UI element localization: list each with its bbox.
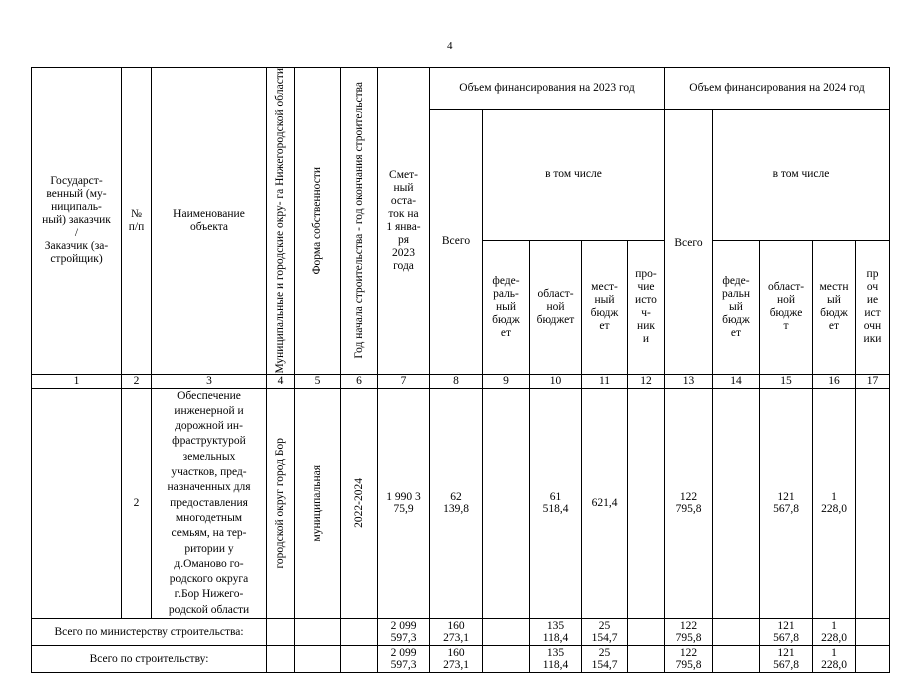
column-number: 7 [378,374,430,388]
construction-regional-2024: 121 567,8 [760,646,813,673]
header-total-2023: Всего [430,110,483,375]
row-object-name: Обеспечение инженерной и дорожной ин- фраструктурой земельных участков, пред- назначенных для предоставления многодетным семьям, на тер- ритории у д.Оманово го- родского округа г.Бор Нижего- родской области [152,388,267,618]
column-number: 11 [582,374,628,388]
investment-table [31,67,890,673]
row-municipality: городской округ город Бор [267,388,295,618]
column-number: 16 [813,374,856,388]
row-total-2023: 62 139,8 [430,388,483,618]
ministry-total-2024: 122 795,8 [665,619,713,646]
header-balance: Смет- ный оста- ток на 1 янва- ря 2023 года [378,68,430,375]
row-ownership: муниципальная [295,388,341,618]
construction-total-2023: 160 273,1 [430,646,483,673]
column-number: 12 [628,374,665,388]
header-federal-2023: феде- раль- ный бюдж ет [483,240,530,374]
column-number: 2 [122,374,152,388]
header-including-2024: в том числе [713,110,890,241]
page-number: 4 [447,40,453,52]
row-other-2024 [856,388,890,618]
row-num: 2 [122,388,152,618]
header-object-name: Наименование объекта [152,68,267,375]
header-funding-2024: Объем финансирования на 2024 год [665,68,890,110]
header-num: № п/п [122,68,152,375]
header-other-2024: пр оч ие ист очн ики [856,240,890,374]
row-balance: 1 990 3 75,9 [378,388,430,618]
column-number: 4 [267,374,295,388]
construction-total-balance: 2 099 597,3 [378,646,430,673]
column-number: 10 [530,374,582,388]
column-number: 1 [32,374,122,388]
column-number: 3 [152,374,267,388]
header-regional-2024: област- ной бюдже т [760,240,813,374]
construction-regional-2023: 135 118,4 [530,646,582,673]
column-number: 8 [430,374,483,388]
column-number: 15 [760,374,813,388]
construction-total-2024: 122 795,8 [665,646,713,673]
row-regional-2023: 61 518,4 [530,388,582,618]
column-number: 13 [665,374,713,388]
ministry-local-2023: 25 154,7 [582,619,628,646]
row-regional-2024: 121 567,8 [760,388,813,618]
row-federal-2024 [713,388,760,618]
construction-total-row [32,646,890,673]
header-customer: Государст- венный (му- ниципаль- ный) заказчик / Заказчик (за- стройщик) [32,68,122,375]
header-ownership: Форма собственности [295,68,341,375]
ministry-regional-2023: 135 118,4 [530,619,582,646]
header-other-2023: про- чие исто ч- ник и [628,240,665,374]
column-number: 17 [856,374,890,388]
header-including-2023: в том числе [483,110,665,241]
header-funding-2023: Объем финансирования на 2023 год [430,68,665,110]
construction-local-2024: 1 228,0 [813,646,856,673]
ministry-total-label: Всего по министерству строительства: [32,619,267,646]
header-municipality: Муниципальные и городские окру- га Нижегородской области [267,68,295,375]
ministry-total-row [32,619,890,646]
header-local-2024: местн ый бюдж ет [813,240,856,374]
row-total-2024: 122 795,8 [665,388,713,618]
column-number-row [32,374,890,388]
row-years: 2022-2024 [341,388,378,618]
header-years: Год начала строительства - год окончания строительства [341,68,378,375]
row-customer [32,388,122,618]
row-local-2023: 621,4 [582,388,628,618]
row-other-2023 [628,388,665,618]
header-total-2024: Всего [665,110,713,375]
row-local-2024: 1 228,0 [813,388,856,618]
column-number: 9 [483,374,530,388]
header-regional-2023: област- ной бюджет [530,240,582,374]
column-number: 6 [341,374,378,388]
header-local-2023: мест- ный бюдж ет [582,240,628,374]
ministry-local-2024: 1 228,0 [813,619,856,646]
column-number: 14 [713,374,760,388]
ministry-regional-2024: 121 567,8 [760,619,813,646]
column-number: 5 [295,374,341,388]
ministry-total-balance: 2 099 597,3 [378,619,430,646]
table-row [32,388,890,618]
row-federal-2023 [483,388,530,618]
header-federal-2024: феде- ральн ый бюдж ет [713,240,760,374]
construction-total-label: Всего по строительству: [32,646,267,673]
construction-local-2023: 25 154,7 [582,646,628,673]
ministry-total-2023: 160 273,1 [430,619,483,646]
